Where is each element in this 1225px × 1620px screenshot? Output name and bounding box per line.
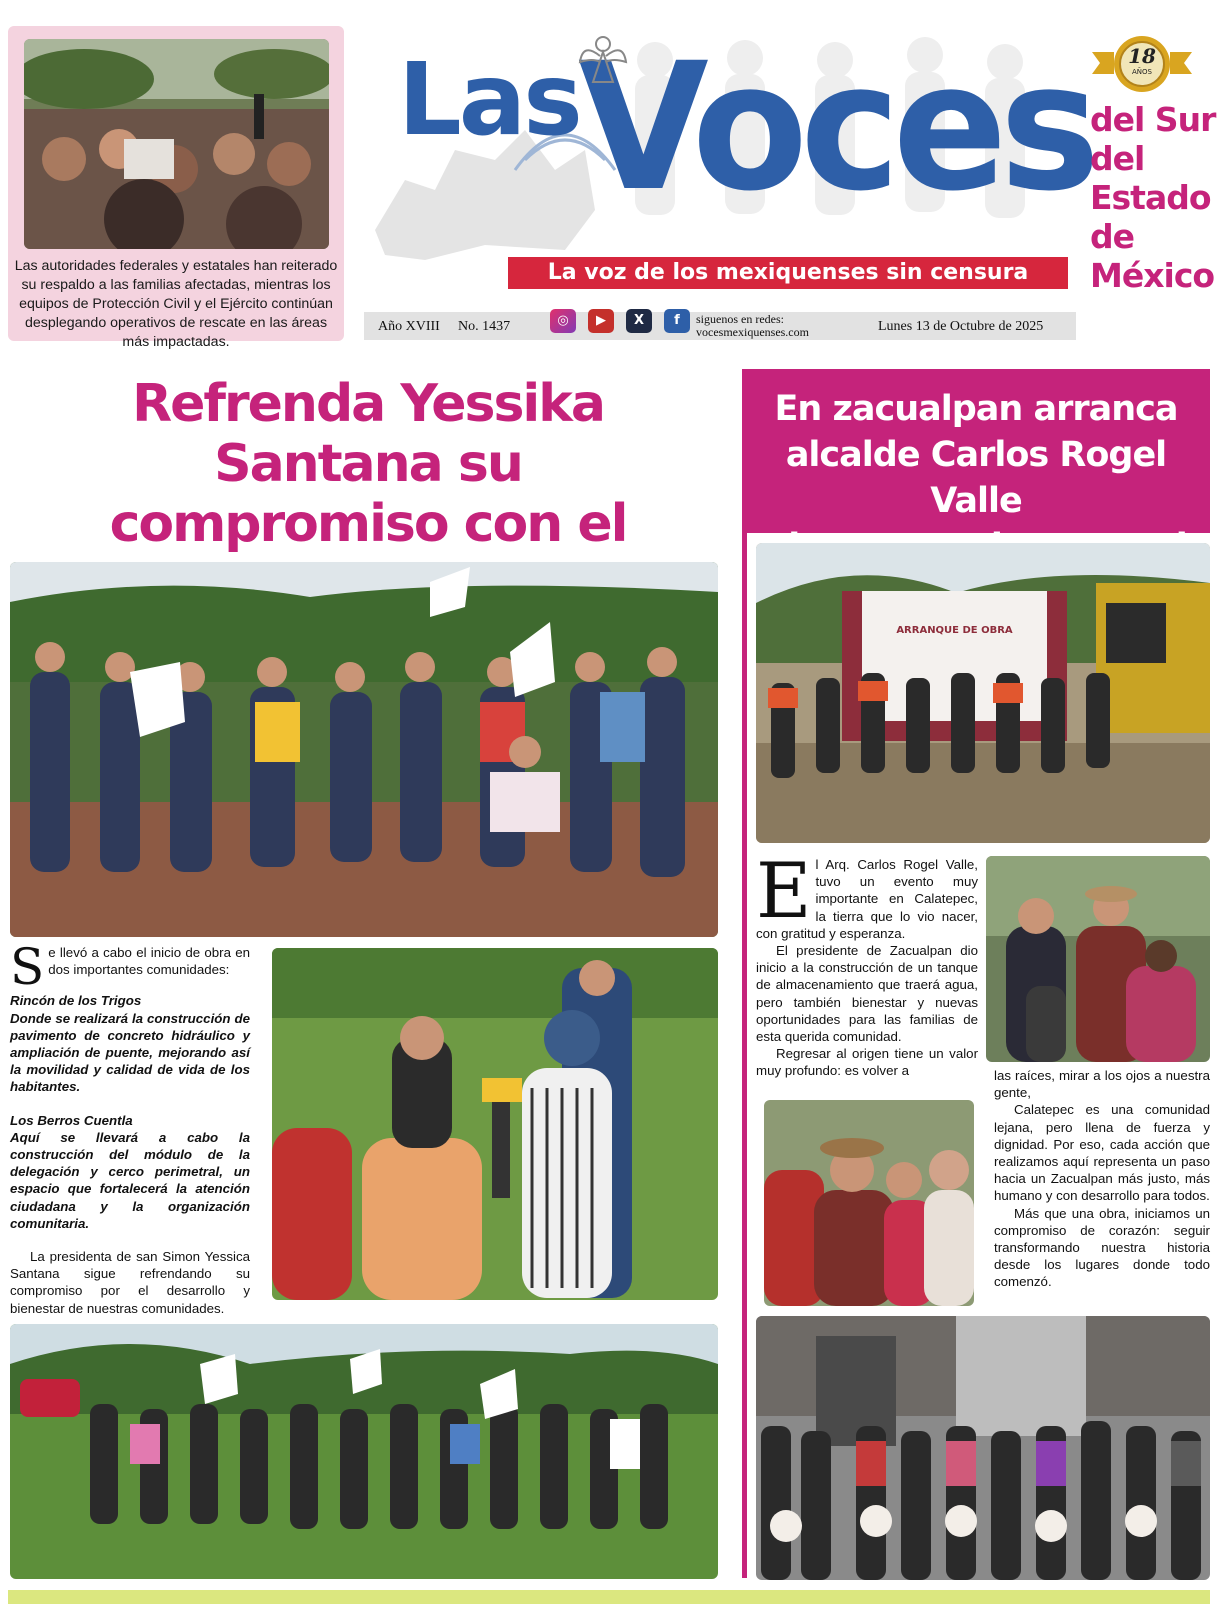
website-link[interactable]: vocesmexiquenses.com <box>696 325 809 339</box>
right-story-body-col2 <box>994 1067 1210 1291</box>
angel-icon <box>578 32 628 88</box>
youtube-icon[interactable]: ▶ <box>588 309 614 333</box>
issue-number: No. 1437 <box>458 319 511 334</box>
promo-caption: Las autoridades federales y estatales han reiterado su respaldo a las familias afectadas, mientras los equipos de Protección Civil y el Ejército continúan desplegando operativos de rescate en las áreas más impactadas. <box>14 258 338 350</box>
left-story-body <box>10 938 250 1317</box>
footer-bar <box>8 1590 1210 1604</box>
issue-date: Lunes 13 de Octubre de 2025 <box>878 319 1044 334</box>
instagram-icon[interactable]: ◎ <box>550 309 576 333</box>
anniversary-seal <box>1092 34 1192 94</box>
photo-women-with-bags <box>756 1316 1210 1580</box>
item2-title: Los Berros Cuentla <box>10 1112 133 1128</box>
anniversary-number: 18 <box>1128 44 1156 68</box>
photo-group-white-flags <box>10 1324 718 1579</box>
issue-info-bar <box>364 312 1076 340</box>
masthead-subtitle: del Sur del Estado de México <box>1090 100 1216 295</box>
item1-title: Rincón de los Trigos <box>10 993 142 1009</box>
photo-groundbreaking-crowd <box>10 562 718 937</box>
right-p3b: las raíces, mirar a los ojos a nuestra gente, <box>994 1068 1210 1101</box>
right-p1: l Arq. Carlos Rogel Valle, tuvo un evento muy importante en Calatepec, la tierra que lo vio nacer, con gratitud y esperanza. <box>756 857 978 941</box>
photo-arranque-de-obra-banner <box>756 543 1210 843</box>
right-p2: El presidente de Zacualpan dio inicio a la construcción de un tanque de almacenamiento que traerá agua, pero también bienestar y nuevas oportunidades para las familias de esta querida comunidad. <box>756 943 978 1045</box>
promo-photo-rescue-crowd <box>24 39 329 249</box>
photo-family-gathering <box>986 856 1210 1062</box>
left-story-dropcap: S <box>10 938 45 996</box>
facebook-icon[interactable]: f <box>664 309 690 333</box>
left-story-headline: Refrenda Yessika Santana su compromiso con el <box>109 374 627 554</box>
right-story-headline: En zacualpan arranca alcalde Carlos Rogel Valle <box>774 389 1178 521</box>
masthead-tagline: La voz de los mexiquenses sin censura <box>508 257 1068 289</box>
left-story-closing: La presidenta de san Simon Yessica Santana sigue refrendando su compromiso por el desarrollo y bienestar de nuestras comunidades. <box>10 1249 250 1316</box>
right-story-dropcap: E <box>756 846 812 935</box>
logo-las: Las <box>398 41 580 158</box>
right-story-body-col1 <box>756 846 978 1080</box>
anniversary-word: AÑOS <box>1132 68 1152 76</box>
item1-text: Donde se realizará la construcción de pavimento de concreto hidráulico y ampliación de puente, mejorando así la movilidad y calidad de vida de los habitantes. <box>10 1010 250 1095</box>
banner-title: ARRANQUE DE OBRA <box>896 625 1013 636</box>
item2-text: Aquí se llevará a cabo la construcción del módulo de la delegación y cerco perimetral, un espacio que fortalecerá la atención ciudadana y la organización comunitaria. <box>10 1129 250 1231</box>
photo-conversation-hat <box>764 1100 974 1306</box>
right-p5: Más que una obra, iniciamos un compromiso de corazón: seguir transformando nuestra historia desde los lugares donde todo comenzó. <box>994 1205 1210 1290</box>
right-p4: Calatepec es una comunidad lejana, pero llena de fuerza y dignidad. Por eso, cada acción que realizamos aquí representa un paso hacia un Zacualpan más justo, más humano y con desarrollo para todos. <box>994 1102 1210 1204</box>
logo-voces: Voces <box>578 25 1093 230</box>
social-label: siguenos en redes: <box>696 312 784 326</box>
photo-jackhammer-ceremony <box>272 948 718 1300</box>
left-story-intro: e llevó a cabo el inicio de obra en dos importantes comunidades: <box>48 945 250 978</box>
column-divider <box>742 533 747 1578</box>
x-icon[interactable]: X <box>626 309 652 333</box>
right-p3a: Regresar al origen tiene un valor muy profundo: es volver a <box>756 1046 978 1079</box>
issue-year: Año XVIII <box>378 319 440 334</box>
